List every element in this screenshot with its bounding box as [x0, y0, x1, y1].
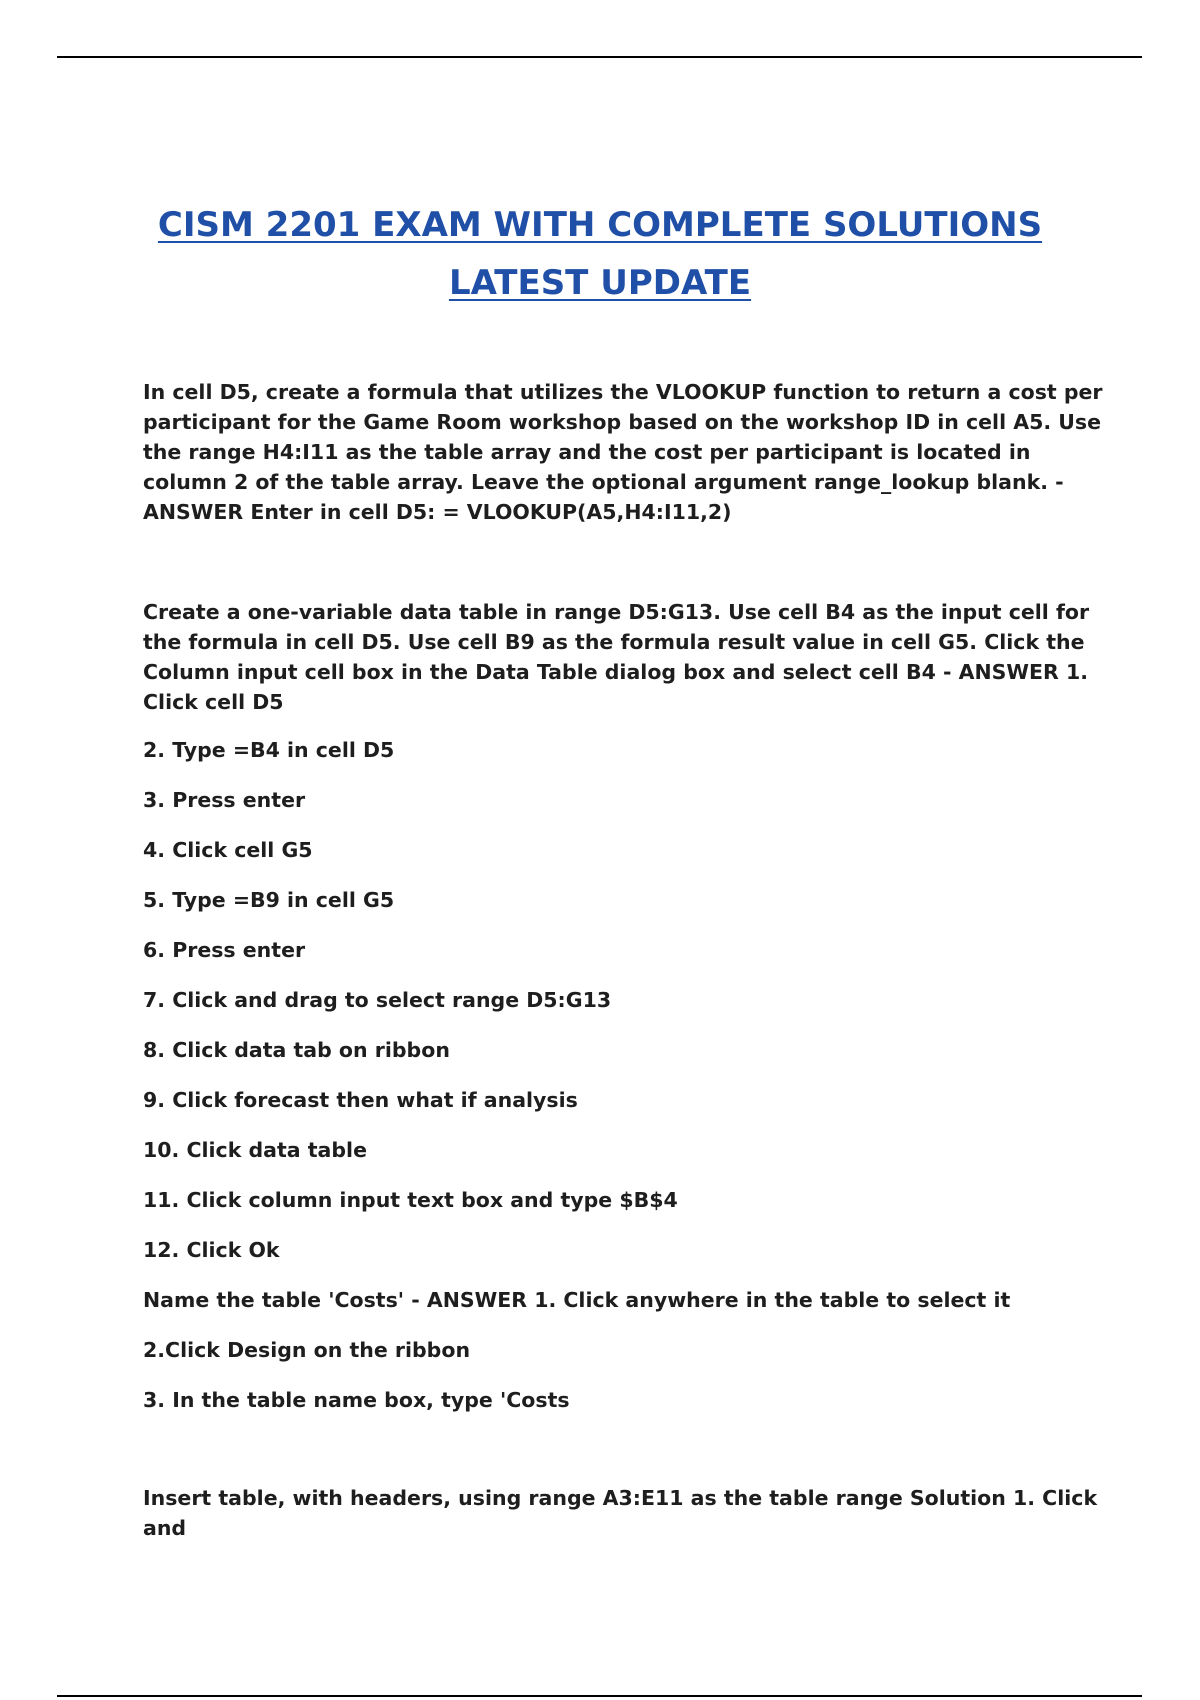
- question-name-table: Name the table 'Costs' - ANSWER 1. Click anywhere in the table to select it: [143, 1288, 1011, 1312]
- document-title: [100, 196, 1100, 312]
- bottom-rule: [57, 1695, 1142, 1697]
- question-vlookup: In cell D5, create a formula that utilizes the VLOOKUP function to return a cost per participant for the Game Room workshop based on the workshop ID in cell A5. Use the range H4:I11 as the table array and the cost per participant is located in column 2 of the table array. Leave the optional argument range_lookup blank. - ANSWER Enter in cell D5: = VLOOKUP(A5,H4:I11,2): [143, 380, 1103, 524]
- title-line-1: CISM 2201 EXAM WITH COMPLETE SOLUTIONS: [157, 205, 1043, 245]
- step-item: 4. Click cell G5: [143, 838, 313, 862]
- question-insert-table: Insert table, with headers, using range A3:E11 as the table range Solution 1. Click and: [143, 1486, 1098, 1540]
- question-data-table: Create a one-variable data table in range D5:G13. Use cell B4 as the input cell for the formula in cell D5. Use cell B9 as the formula result value in cell G5. Click the Column input cell box in the Data Table dialog box and select cell B4 - ANSWER 1. Click cell D5: [143, 600, 1090, 714]
- step-item: 9. Click forecast then what if analysis: [143, 1088, 578, 1112]
- step-item: 8. Click data tab on ribbon: [143, 1038, 450, 1062]
- step-item: 2.Click Design on the ribbon: [143, 1338, 471, 1362]
- document-body: [143, 377, 1103, 1543]
- step-item: 5. Type =B9 in cell G5: [143, 888, 395, 912]
- top-rule: [57, 56, 1142, 58]
- title-line-2: LATEST UPDATE: [448, 263, 752, 303]
- step-item: 11. Click column input text box and type $B$4: [143, 1188, 678, 1212]
- step-item: 7. Click and drag to select range D5:G13: [143, 988, 612, 1012]
- step-item: 2. Type =B4 in cell D5: [143, 738, 395, 762]
- step-item: 3. Press enter: [143, 788, 306, 812]
- step-item: 10. Click data table: [143, 1138, 367, 1162]
- step-item: 6. Press enter: [143, 938, 306, 962]
- step-item: 3. In the table name box, type 'Costs: [143, 1388, 570, 1412]
- step-item: 12. Click Ok: [143, 1238, 280, 1262]
